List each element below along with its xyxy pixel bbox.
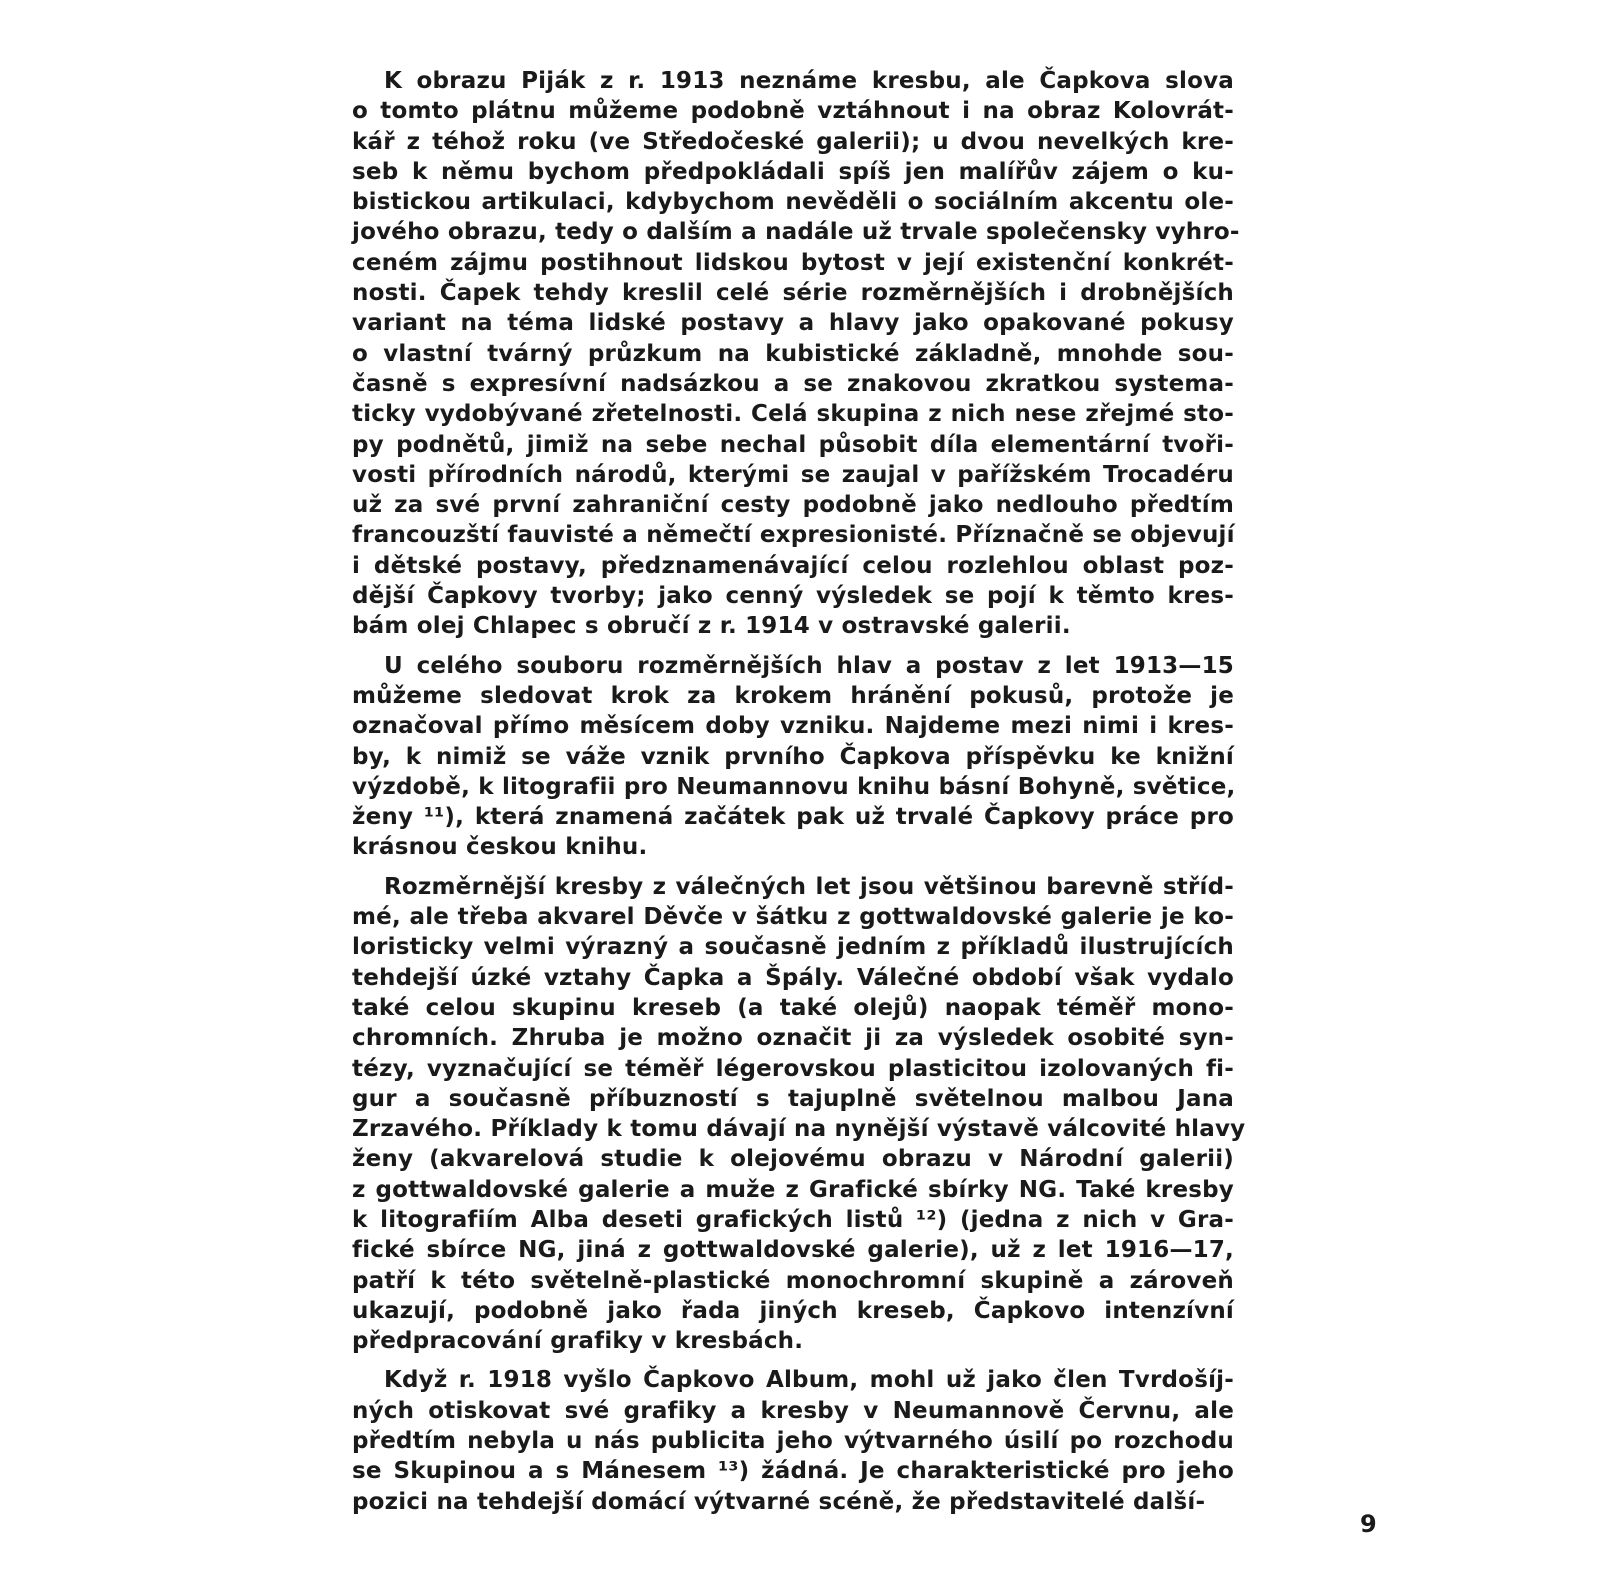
text-line: k litografiím Alba deseti grafických listů ¹²) (jedna z nich v Gra- [352,1206,1234,1233]
text-line: francouzští fauvisté a němečtí expresionisté. Příznačně se objevují [352,522,1235,549]
text-line: tehdejší úzké vztahy Čapka a Špály. Válečné období však vydalo [352,964,1234,991]
text-line: předpracování grafiky v kresbách. [352,1328,804,1355]
page-number: 9 [1360,1510,1377,1538]
text-line: i dětské postavy, předznamenávající celou rozlehlou oblast poz- [352,552,1234,579]
text-line: už za své první zahraniční cesty podobně jako nedlouho předtím [352,492,1234,519]
text-line: ženy (akvarelová studie k olejovému obrazu v Národní galerii) [352,1146,1234,1173]
text-line: ceném zájmu postihnout lidskou bytost v její existenční konkrét- [352,249,1234,276]
text-line: patří k této světelně-plastické monochromní skupině a zároveň [352,1267,1234,1294]
text-line: mé, ale třeba akvarel Děvče v šátku z gottwaldovské galerie je ko- [352,904,1234,931]
text-line: tézy, vyznačující se téměř légerovskou plasticitou izolovaných fi- [352,1055,1234,1082]
text-line: bám olej Chlapec s obručí z r. 1914 v ostravské galerii. [352,613,1071,640]
paragraph [352,872,1246,1357]
text-line: loristicky velmi výrazný a současně jedním z příkladů ilustrujících [352,934,1234,961]
text-line: by, k nimiž se váže vznik prvního Čapkova příspěvku ke knižní [352,743,1234,770]
text-line: bistickou artikulaci, kdybychom nevěděli o sociálním akcentu ole- [352,189,1234,216]
text-line: variant na téma lidské postavy a hlavy jako opakované pokusy [352,310,1234,337]
text-line: označoval přímo měsícem doby vzniku. Najdeme mezi nimi i kres- [352,713,1234,740]
text-line: pozici na tehdejší domácí výtvarné scéně, že představitelé další- [352,1488,1206,1515]
paragraph [352,1365,1234,1516]
text-line: ných otiskovat své grafiky a kresby v Neumannově Červnu, ale [352,1397,1234,1424]
text-line: nosti. Čapek tehdy kreslil celé série rozměrnějších i drobnějších [352,280,1234,307]
text-line: py podnětů, jimiž na sebe nechal působit díla elementární tvoři- [352,431,1234,458]
text-line: U celého souboru rozměrnějších hlav a postav z let 1913—15 [384,652,1234,679]
text-line: můžeme sledovat krok za krokem hránění pokusů, protože je [352,682,1234,709]
text-line: o vlastní tvárný průzkum na kubistické základně, mnohde sou- [352,340,1234,367]
text-line: Zrzavého. Příklady k tomu dávají na nynější výstavě válcovité hlavy [352,1116,1246,1143]
text-line: časně s expresívní nadsázkou a se znakovou zkratkou systema- [352,370,1234,397]
text-line: jového obrazu, tedy o dalším a nadále už trvale společensky vyhro- [352,219,1240,246]
text-line: vosti přírodních národů, kterými se zaujal v pařížském Trocadéru [352,461,1234,488]
text-line: K obrazu Piják z r. 1913 neznáme kresbu, ale Čapkova slova [384,68,1234,94]
text-line: o tomto plátnu můžeme podobně vztáhnout i na obraz Kolovrát- [352,98,1234,125]
text-line: krásnou českou knihu. [352,834,648,861]
text-line: se Skupinou a s Mánesem ¹³) žádná. Je charakteristické pro jeho [352,1458,1234,1485]
paragraph [352,66,1240,642]
text-line: gur a současně příbuzností s tajuplně světelnou malbou Jana [352,1085,1234,1112]
text-column [352,66,1246,1526]
text-line: ticky vydobývané zřetelnosti. Celá skupina z nich nese zřejmé sto- [352,401,1234,428]
text-line: seb k němu bychom předpokládali spíš jen malířův zájem o ku- [352,158,1234,185]
text-line: Rozměrnější kresby z válečných let jsou většinou barevně stříd- [384,873,1234,900]
text-line: ukazují, podobně jako řada jiných kreseb, Čapkovo intenzívní [352,1297,1234,1324]
text-line: kář z téhož roku (ve Středočeské galerii); u dvou nevelkých kre- [352,128,1234,155]
text-line: také celou skupinu kreseb (a také olejů) naopak téměř mono- [352,994,1234,1021]
text-line: fické sbírce NG, jiná z gottwaldovské galerie), už z let 1916—17, [352,1237,1234,1264]
text-line: předtím nebyla u nás publicita jeho výtvarného úsilí po rozchodu [352,1428,1234,1455]
paragraph [352,651,1234,863]
text-line: dější Čapkovy tvorby; jako cenný výsledek se pojí k těmto kres- [352,583,1234,610]
text-line: z gottwaldovské galerie a muže z Grafické sbírky NG. Také kresby [352,1176,1234,1203]
text-line: Když r. 1918 vyšlo Čapkovo Album, mohl už jako člen Tvrdošíj- [384,1367,1234,1394]
text-line: výzdobě, k litografii pro Neumannovu knihu básní Bohyně, světice, [352,773,1236,800]
text-line: ženy ¹¹), která znamená začátek pak už trvalé Čapkovy práce pro [352,804,1234,831]
text-line: chromních. Zhruba je možno označit ji za výsledek osobité syn- [352,1025,1234,1052]
